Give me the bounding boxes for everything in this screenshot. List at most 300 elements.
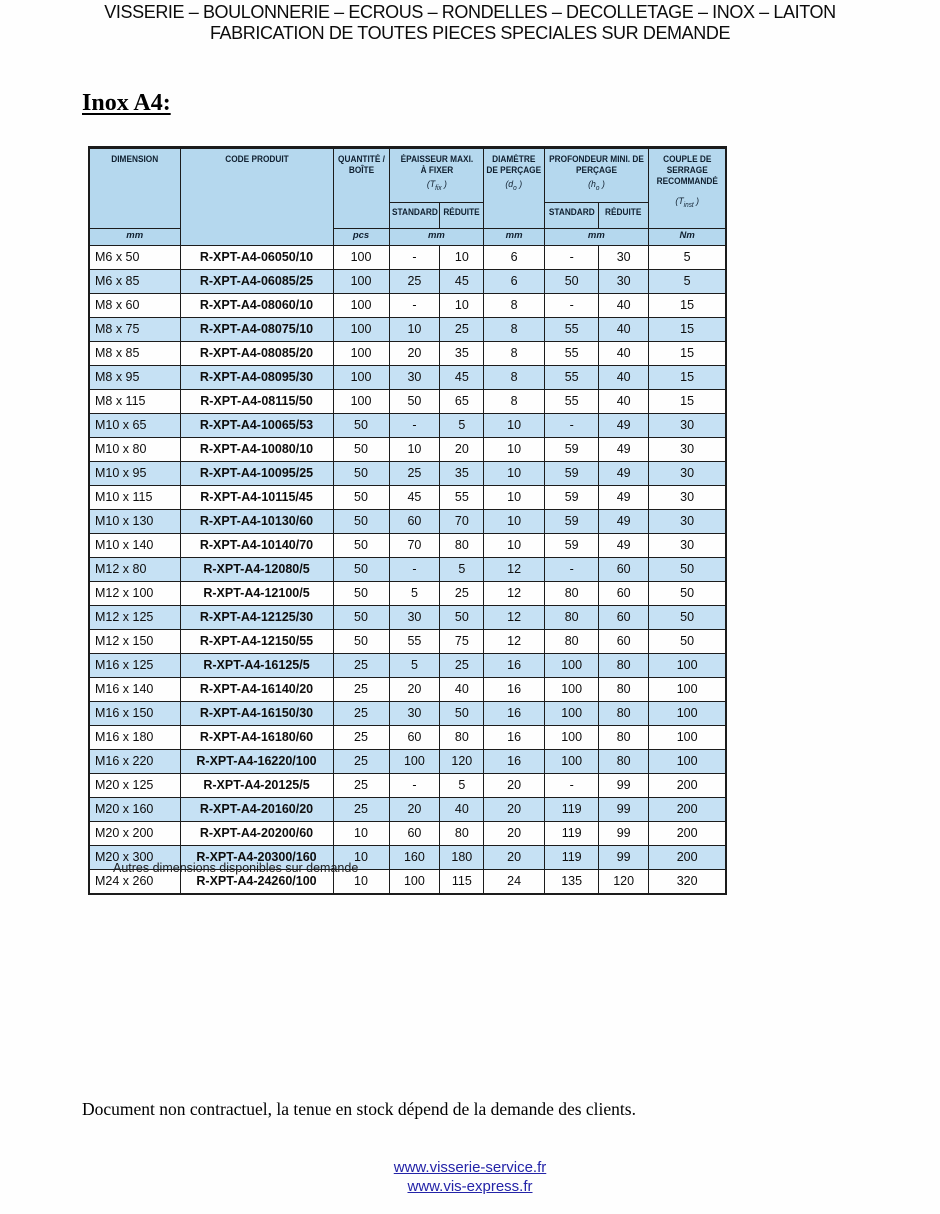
col-header-epaisseur: ÉPAISSEUR MAXI. À FIXER ($T_{fix}$ ) xyxy=(389,148,484,203)
table-cell: 80 xyxy=(599,654,648,678)
cell-dimension: M16 x 220 xyxy=(89,750,180,774)
cell-dimension: M10 x 65 xyxy=(89,414,180,438)
table-cell: 60 xyxy=(389,510,440,534)
cell-code-produit: R-XPT-A4-12080/5 xyxy=(180,558,333,582)
table-cell: - xyxy=(544,246,599,270)
cell-code-produit: R-XPT-A4-08095/30 xyxy=(180,366,333,390)
cell-dimension: M20 x 160 xyxy=(89,798,180,822)
table-cell: 55 xyxy=(389,630,440,654)
table-cell: 50 xyxy=(333,558,389,582)
table-cell: 80 xyxy=(440,726,484,750)
link-visserie-service[interactable]: www.visserie-service.fr xyxy=(393,1159,547,1176)
table-cell: 100 xyxy=(648,654,726,678)
table-cell: 16 xyxy=(484,750,545,774)
cell-code-produit: R-XPT-A4-20200/60 xyxy=(180,822,333,846)
table-cell: 100 xyxy=(389,870,440,895)
table-cell: 100 xyxy=(333,366,389,390)
table-cell: 10 xyxy=(440,294,484,318)
unit-quantite: pcs xyxy=(333,229,389,246)
subcol-epaisseur-standard: STANDARD xyxy=(389,203,440,229)
table-cell: 5 xyxy=(648,246,726,270)
cell-code-produit: R-XPT-A4-08115/50 xyxy=(180,390,333,414)
unit-profondeur: mm xyxy=(544,229,648,246)
table-cell: 100 xyxy=(544,750,599,774)
cell-dimension: M12 x 80 xyxy=(89,558,180,582)
table-cell: 49 xyxy=(599,486,648,510)
table-cell: 8 xyxy=(484,390,545,414)
table-cell: 120 xyxy=(599,870,648,895)
table-cell: 15 xyxy=(648,390,726,414)
table-cell: 25 xyxy=(440,318,484,342)
table-cell: 35 xyxy=(440,462,484,486)
unit-dimension: mm xyxy=(89,229,180,246)
cell-dimension: M10 x 95 xyxy=(89,462,180,486)
table-cell: 30 xyxy=(648,438,726,462)
table-cell: 45 xyxy=(440,366,484,390)
header-line1: VISSERIE – BOULONNERIE – ECROUS – RONDELLES – DECOLLETAGE – INOX – LAITON xyxy=(104,2,836,22)
table-row xyxy=(89,750,726,774)
table-cell: 99 xyxy=(599,774,648,798)
table-cell: 45 xyxy=(440,270,484,294)
cell-dimension: M12 x 150 xyxy=(89,630,180,654)
table-cell: 20 xyxy=(484,846,545,870)
table-cell: 50 xyxy=(440,702,484,726)
table-cell: 25 xyxy=(333,678,389,702)
table-cell: 100 xyxy=(333,318,389,342)
table-cell: 100 xyxy=(333,342,389,366)
table-cell: 80 xyxy=(544,582,599,606)
table-cell: 5 xyxy=(440,774,484,798)
footer-links xyxy=(0,1158,940,1196)
table-cell: 30 xyxy=(648,510,726,534)
table-note: Autres dimensions disponibles sur demande xyxy=(113,861,359,875)
cell-dimension: M8 x 85 xyxy=(89,342,180,366)
table-cell: 59 xyxy=(544,534,599,558)
diametre-symbol: ($d_o$ ) xyxy=(505,179,523,192)
table-cell: 12 xyxy=(484,558,545,582)
table-cell: 40 xyxy=(599,366,648,390)
table-cell: 200 xyxy=(648,798,726,822)
col-header-couple: COUPLE DE SERRAGE RECOMMANDÉ ($T_{inst}$ ) xyxy=(648,148,726,229)
table-cell: 50 xyxy=(389,390,440,414)
table-cell: 135 xyxy=(544,870,599,895)
table-row xyxy=(89,438,726,462)
col-header-diametre: DIAMÈTRE DE PERÇAGE ($d_o$ ) xyxy=(484,148,545,229)
table-cell: 49 xyxy=(599,438,648,462)
table-row xyxy=(89,486,726,510)
table-cell: 80 xyxy=(544,630,599,654)
table-row xyxy=(89,510,726,534)
table-cell: 50 xyxy=(648,606,726,630)
unit-epaisseur: mm xyxy=(389,229,484,246)
table-cell: 100 xyxy=(544,654,599,678)
table-cell: 12 xyxy=(484,582,545,606)
cell-code-produit: R-XPT-A4-20300/160 xyxy=(180,846,333,870)
cell-dimension: M16 x 150 xyxy=(89,702,180,726)
table-cell: 119 xyxy=(544,798,599,822)
table-cell: 60 xyxy=(599,630,648,654)
table-cell: 30 xyxy=(648,486,726,510)
cell-code-produit: R-XPT-A4-06085/25 xyxy=(180,270,333,294)
table-cell: 49 xyxy=(599,510,648,534)
table-cell: 99 xyxy=(599,822,648,846)
cell-dimension: M10 x 80 xyxy=(89,438,180,462)
spec-table xyxy=(88,146,727,895)
header-line2: FABRICATION DE TOUTES PIECES SPECIALES SUR DEMANDE xyxy=(209,23,731,43)
cell-dimension: M8 x 115 xyxy=(89,390,180,414)
table-cell: 10 xyxy=(389,318,440,342)
table-cell: 200 xyxy=(648,822,726,846)
table-cell: 25 xyxy=(440,654,484,678)
table-cell: 16 xyxy=(484,678,545,702)
table-cell: - xyxy=(544,294,599,318)
table-cell: 6 xyxy=(484,246,545,270)
table-cell: 40 xyxy=(440,798,484,822)
table-cell: 15 xyxy=(648,318,726,342)
table-cell: 45 xyxy=(389,486,440,510)
table-cell: 60 xyxy=(599,606,648,630)
table-row xyxy=(89,630,726,654)
table-row xyxy=(89,582,726,606)
table-cell: 25 xyxy=(389,270,440,294)
table-cell: 59 xyxy=(544,438,599,462)
col-header-quantite: QUANTITÉ / BOÎTE xyxy=(333,148,389,229)
table-cell: 24 xyxy=(484,870,545,895)
table-cell: 50 xyxy=(333,438,389,462)
cell-dimension: M20 x 125 xyxy=(89,774,180,798)
table-cell: 50 xyxy=(648,558,726,582)
table-cell: 12 xyxy=(484,630,545,654)
table-row xyxy=(89,774,726,798)
cell-dimension: M12 x 125 xyxy=(89,606,180,630)
table-cell: 80 xyxy=(599,726,648,750)
cell-code-produit: R-XPT-A4-10130/60 xyxy=(180,510,333,534)
cell-code-produit: R-XPT-A4-10080/10 xyxy=(180,438,333,462)
cell-code-produit: R-XPT-A4-16150/30 xyxy=(180,702,333,726)
col-header-profondeur: PROFONDEUR MINI. DE PERÇAGE ($h_o$ ) xyxy=(544,148,648,203)
table-cell: 320 xyxy=(648,870,726,895)
table-cell: 30 xyxy=(599,246,648,270)
table-cell: 40 xyxy=(599,318,648,342)
cell-code-produit: R-XPT-A4-10065/53 xyxy=(180,414,333,438)
table-cell: 20 xyxy=(440,438,484,462)
cell-dimension: M12 x 100 xyxy=(89,582,180,606)
table-cell: 80 xyxy=(544,606,599,630)
table-row xyxy=(89,606,726,630)
table-cell: 16 xyxy=(484,654,545,678)
cell-dimension: M6 x 85 xyxy=(89,270,180,294)
table-row xyxy=(89,726,726,750)
table-row xyxy=(89,462,726,486)
table-cell: - xyxy=(389,774,440,798)
table-row xyxy=(89,390,726,414)
table-cell: 55 xyxy=(544,342,599,366)
table-cell: 10 xyxy=(484,486,545,510)
cell-dimension: M10 x 140 xyxy=(89,534,180,558)
table-cell: 5 xyxy=(389,582,440,606)
table-cell: 15 xyxy=(648,294,726,318)
table-cell: 40 xyxy=(599,390,648,414)
cell-code-produit: R-XPT-A4-10140/70 xyxy=(180,534,333,558)
table-cell: 8 xyxy=(484,318,545,342)
unit-couple: Nm xyxy=(648,229,726,246)
table-cell: 200 xyxy=(648,774,726,798)
table-cell: 25 xyxy=(333,726,389,750)
cell-dimension: M10 x 130 xyxy=(89,510,180,534)
table-cell: 160 xyxy=(389,846,440,870)
table-cell: 65 xyxy=(440,390,484,414)
table-cell: 40 xyxy=(599,294,648,318)
table-row xyxy=(89,270,726,294)
table-cell: 75 xyxy=(440,630,484,654)
table-cell: 60 xyxy=(599,582,648,606)
table-row xyxy=(89,246,726,270)
cell-code-produit: R-XPT-A4-12150/55 xyxy=(180,630,333,654)
profondeur-symbol: ($h_o$ ) xyxy=(588,179,605,192)
table-cell: 100 xyxy=(333,246,389,270)
table-cell: 20 xyxy=(484,798,545,822)
table-cell: 20 xyxy=(484,822,545,846)
cell-dimension: M8 x 95 xyxy=(89,366,180,390)
table-cell: 5 xyxy=(648,270,726,294)
cell-dimension: M20 x 300 xyxy=(89,846,180,870)
table-cell: - xyxy=(389,294,440,318)
cell-code-produit: R-XPT-A4-24260/100 xyxy=(180,870,333,895)
table-cell: 10 xyxy=(484,462,545,486)
table-cell: 30 xyxy=(389,366,440,390)
table-cell: 80 xyxy=(440,534,484,558)
table-cell: 100 xyxy=(648,678,726,702)
cell-code-produit: R-XPT-A4-08060/10 xyxy=(180,294,333,318)
table-cell: 59 xyxy=(544,510,599,534)
table-cell: - xyxy=(389,414,440,438)
table-cell: 10 xyxy=(333,846,389,870)
table-cell: 100 xyxy=(333,270,389,294)
table-cell: 60 xyxy=(599,558,648,582)
table-cell: 100 xyxy=(333,390,389,414)
subcol-profondeur-reduite: RÉDUITE xyxy=(599,203,648,229)
table-cell: 35 xyxy=(440,342,484,366)
cell-code-produit: R-XPT-A4-20125/5 xyxy=(180,774,333,798)
table-row xyxy=(89,822,726,846)
table-cell: 50 xyxy=(333,462,389,486)
section-title: Inox A4: xyxy=(82,90,171,116)
subcol-profondeur-standard: STANDARD xyxy=(544,203,599,229)
table-cell: 5 xyxy=(440,558,484,582)
table-cell: 50 xyxy=(333,582,389,606)
table-cell: 20 xyxy=(389,798,440,822)
disclaimer: Document non contractuel, la tenue en stock dépend de la demande des clients. xyxy=(82,1099,636,1119)
table-cell: 25 xyxy=(440,582,484,606)
table-cell: 5 xyxy=(440,414,484,438)
table-cell: 40 xyxy=(440,678,484,702)
cell-code-produit: R-XPT-A4-12125/30 xyxy=(180,606,333,630)
table-cell: 50 xyxy=(440,606,484,630)
table-cell: 80 xyxy=(599,750,648,774)
table-cell: 49 xyxy=(599,534,648,558)
table-cell: 15 xyxy=(648,342,726,366)
table-cell: 50 xyxy=(648,630,726,654)
table-cell: 70 xyxy=(389,534,440,558)
table-cell: 10 xyxy=(333,822,389,846)
col-header-code-produit: CODE PRODUIT xyxy=(180,148,333,246)
table-cell: 80 xyxy=(599,678,648,702)
couple-symbol: ($T_{inst}$ ) xyxy=(675,196,699,209)
table-cell: 99 xyxy=(599,846,648,870)
unit-diametre: mm xyxy=(484,229,545,246)
cell-dimension: M8 x 75 xyxy=(89,318,180,342)
table-cell: 50 xyxy=(333,630,389,654)
table-cell: 50 xyxy=(333,414,389,438)
table-cell: 100 xyxy=(333,294,389,318)
table-cell: 40 xyxy=(599,342,648,366)
table-cell: 5 xyxy=(389,654,440,678)
table-cell: 10 xyxy=(484,534,545,558)
table-cell: 25 xyxy=(333,774,389,798)
link-vis-express[interactable]: www.vis-express.fr xyxy=(407,1178,533,1195)
table-cell: 119 xyxy=(544,822,599,846)
table-cell: 8 xyxy=(484,342,545,366)
table-cell: 16 xyxy=(484,726,545,750)
table-cell: 16 xyxy=(484,702,545,726)
table-cell: 180 xyxy=(440,846,484,870)
table-cell: 30 xyxy=(648,534,726,558)
table-cell: 10 xyxy=(484,510,545,534)
table-cell: 55 xyxy=(440,486,484,510)
table-cell: 100 xyxy=(648,702,726,726)
cell-dimension: M24 x 260 xyxy=(89,870,180,895)
table-cell: 55 xyxy=(544,366,599,390)
table-cell: 20 xyxy=(389,678,440,702)
spec-table-head xyxy=(89,148,726,246)
table-cell: 10 xyxy=(484,438,545,462)
table-row xyxy=(89,558,726,582)
table-cell: 10 xyxy=(484,414,545,438)
table-row xyxy=(89,798,726,822)
table-cell: 30 xyxy=(648,414,726,438)
table-cell: 60 xyxy=(389,822,440,846)
table-cell: 100 xyxy=(544,678,599,702)
table-cell: 120 xyxy=(440,750,484,774)
table-cell: 100 xyxy=(544,726,599,750)
table-cell: 30 xyxy=(648,462,726,486)
table-cell: 6 xyxy=(484,270,545,294)
epaisseur-symbol: ($T_{fix}$ ) xyxy=(426,179,447,192)
table-cell: 59 xyxy=(544,486,599,510)
table-cell: - xyxy=(389,558,440,582)
table-cell: 70 xyxy=(440,510,484,534)
table-row xyxy=(89,318,726,342)
table-cell: 20 xyxy=(484,774,545,798)
table-cell: 50 xyxy=(333,510,389,534)
table-cell: 100 xyxy=(389,750,440,774)
cell-code-produit: R-XPT-A4-16140/20 xyxy=(180,678,333,702)
table-cell: 50 xyxy=(648,582,726,606)
table-cell: 12 xyxy=(484,606,545,630)
table-cell: 80 xyxy=(599,702,648,726)
cell-code-produit: R-XPT-A4-16125/5 xyxy=(180,654,333,678)
page-header xyxy=(0,2,940,44)
cell-code-produit: R-XPT-A4-10095/25 xyxy=(180,462,333,486)
table-cell: 30 xyxy=(389,702,440,726)
table-cell: - xyxy=(389,246,440,270)
cell-code-produit: R-XPT-A4-08085/20 xyxy=(180,342,333,366)
cell-dimension: M10 x 115 xyxy=(89,486,180,510)
table-cell: 25 xyxy=(333,702,389,726)
table-cell: 100 xyxy=(648,726,726,750)
table-cell: 25 xyxy=(389,462,440,486)
table-cell: - xyxy=(544,774,599,798)
table-cell: 60 xyxy=(389,726,440,750)
table-cell: 8 xyxy=(484,366,545,390)
table-cell: 25 xyxy=(333,798,389,822)
cell-code-produit: R-XPT-A4-12100/5 xyxy=(180,582,333,606)
cell-dimension: M16 x 125 xyxy=(89,654,180,678)
table-cell: - xyxy=(544,414,599,438)
table-row xyxy=(89,702,726,726)
table-cell: 115 xyxy=(440,870,484,895)
table-cell: 50 xyxy=(333,534,389,558)
cell-dimension: M20 x 200 xyxy=(89,822,180,846)
spec-table-body xyxy=(89,246,726,895)
table-cell: 50 xyxy=(544,270,599,294)
table-cell: 10 xyxy=(389,438,440,462)
table-cell: 80 xyxy=(440,822,484,846)
cell-code-produit: R-XPT-A4-06050/10 xyxy=(180,246,333,270)
cell-code-produit: R-XPT-A4-16180/60 xyxy=(180,726,333,750)
cell-dimension: M16 x 180 xyxy=(89,726,180,750)
table-cell: 99 xyxy=(599,798,648,822)
table-cell: 50 xyxy=(333,486,389,510)
table-cell: 55 xyxy=(544,318,599,342)
table-cell: - xyxy=(544,558,599,582)
cell-dimension: M16 x 140 xyxy=(89,678,180,702)
cell-code-produit: R-XPT-A4-10115/45 xyxy=(180,486,333,510)
table-row xyxy=(89,294,726,318)
table-row xyxy=(89,342,726,366)
table-cell: 49 xyxy=(599,462,648,486)
table-row xyxy=(89,534,726,558)
table-cell: 30 xyxy=(389,606,440,630)
table-row xyxy=(89,678,726,702)
table-cell: 30 xyxy=(599,270,648,294)
table-cell: 15 xyxy=(648,366,726,390)
table-row xyxy=(89,654,726,678)
table-cell: 49 xyxy=(599,414,648,438)
table-cell: 200 xyxy=(648,846,726,870)
table-cell: 10 xyxy=(440,246,484,270)
table-cell: 59 xyxy=(544,462,599,486)
cell-dimension: M8 x 60 xyxy=(89,294,180,318)
table-cell: 100 xyxy=(544,702,599,726)
table-row xyxy=(89,366,726,390)
subcol-epaisseur-reduite: RÉDUITE xyxy=(440,203,484,229)
table-cell: 25 xyxy=(333,750,389,774)
table-cell: 25 xyxy=(333,654,389,678)
table-row xyxy=(89,414,726,438)
table-cell: 8 xyxy=(484,294,545,318)
table-cell: 100 xyxy=(648,750,726,774)
cell-code-produit: R-XPT-A4-16220/100 xyxy=(180,750,333,774)
cell-dimension: M6 x 50 xyxy=(89,246,180,270)
table-cell: 119 xyxy=(544,846,599,870)
cell-code-produit: R-XPT-A4-20160/20 xyxy=(180,798,333,822)
table-cell: 55 xyxy=(544,390,599,414)
col-header-dimension: DIMENSION xyxy=(89,148,180,229)
table-cell: 50 xyxy=(333,606,389,630)
table-cell: 10 xyxy=(333,870,389,895)
cell-code-produit: R-XPT-A4-08075/10 xyxy=(180,318,333,342)
